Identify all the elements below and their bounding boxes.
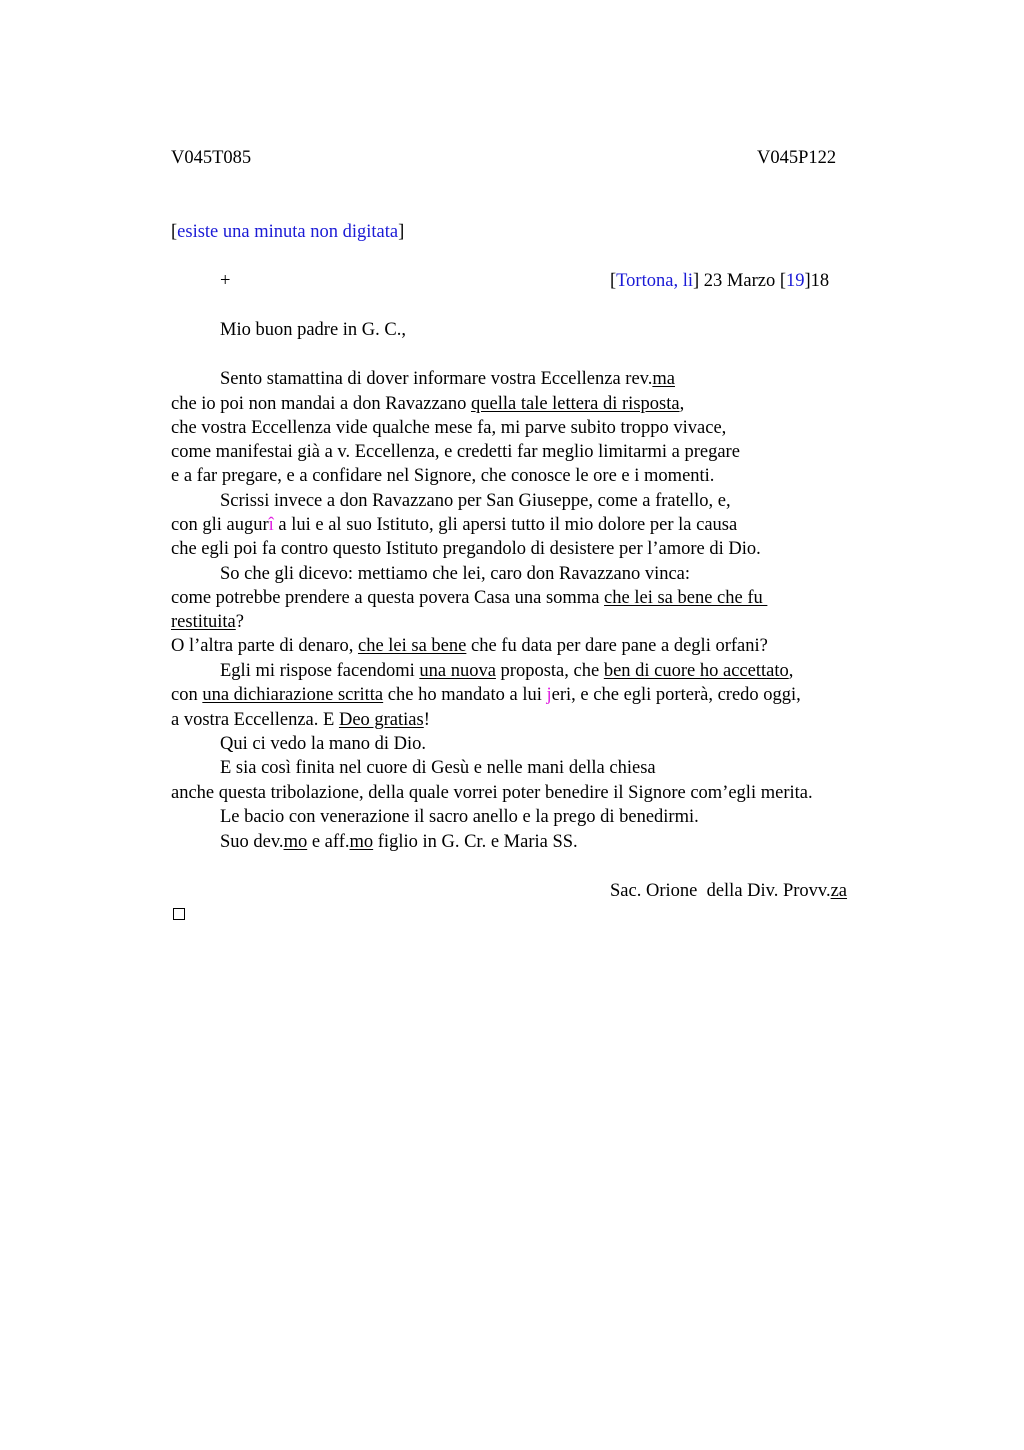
- body-line: Scrissi invece a don Ravazzano per San Giuseppe, come a fratello, e,: [220, 491, 731, 511]
- underlined-text: che lei sa bene che fu: [604, 588, 768, 608]
- editor-note-text: esiste una minuta non digitata: [177, 222, 399, 242]
- body-line: [171, 516, 737, 535]
- closing-line: [220, 833, 578, 852]
- text: ,: [788, 661, 794, 681]
- body-line: che vostra Eccellenza vide qualche mese fa, mi parve subito troppo vivace,: [171, 418, 727, 438]
- document-code-right: V045P122: [757, 148, 837, 168]
- text: con: [171, 685, 203, 705]
- text: che ho mandato a lui: [383, 685, 547, 705]
- text: Sento stamattina di dover informare vostra Eccellenza rev.: [220, 369, 653, 389]
- body-line: [171, 613, 244, 632]
- text: e aff.: [307, 832, 350, 852]
- text: proposta, che: [495, 661, 604, 681]
- dateline: [610, 272, 829, 291]
- text: O l’altra parte di denaro,: [171, 636, 358, 656]
- bracket: ]: [804, 271, 811, 291]
- bracket: [: [779, 271, 786, 291]
- body-line: [171, 686, 801, 705]
- text: !: [423, 710, 430, 730]
- text: come potrebbe prendere a questa povera Casa una somma: [171, 588, 605, 608]
- text: ,: [679, 394, 685, 414]
- text: a vostra Eccellenza. E: [171, 710, 339, 730]
- underlined-text: una nuova: [419, 661, 496, 681]
- body-line: e a far pregare, e a confidare nel Signore, che conosce le ore e i momenti.: [171, 466, 715, 486]
- text: ?: [235, 612, 244, 632]
- dateline-year-prefix: 19: [786, 271, 805, 291]
- text: con gli augur: [171, 515, 269, 535]
- body-line: [220, 370, 675, 389]
- document-code-left: V045T085: [171, 148, 252, 168]
- underlined-text: za: [830, 881, 848, 901]
- dateline-place: Tortona, li: [616, 271, 693, 291]
- end-box-icon: [173, 908, 185, 920]
- underlined-text: mo: [349, 832, 374, 852]
- underlined-text: ben di cuore ho accettato: [603, 661, 789, 681]
- signature: [610, 882, 847, 901]
- bracket-close: ]: [398, 222, 405, 242]
- body-line: come manifestai già a v. Eccellenza, e credetti far meglio limitarmi a pregare: [171, 442, 740, 462]
- body-line: [171, 711, 430, 730]
- text: figlio in G. Cr. e Maria SS.: [373, 832, 578, 852]
- salutation: Mio buon padre in G. C.,: [220, 320, 407, 340]
- dateline-date: 23 Marzo: [699, 271, 780, 291]
- underlined-text: mo: [283, 832, 308, 852]
- body-line: [171, 637, 768, 656]
- text: eri, e che egli porterà, credo oggi,: [551, 685, 801, 705]
- underlined-text: che lei sa bene: [357, 636, 467, 656]
- bracket: ]: [692, 271, 700, 291]
- underlined-text: una dichiarazione scritta: [202, 685, 384, 705]
- editor-note: [171, 223, 404, 242]
- correction-mark: î: [268, 515, 274, 535]
- underlined-text: ma: [652, 369, 675, 389]
- text: Suo dev.: [220, 832, 284, 852]
- body-line: E sia così finita nel cuore di Gesù e nelle mani della chiesa: [220, 758, 656, 778]
- bracket: [: [610, 271, 617, 291]
- text: a lui e al suo Istituto, gli apersi tutto il mio dolore per la causa: [273, 515, 738, 535]
- body-line: So che gli dicevo: mettiamo che lei, caro don Ravazzano vinca:: [220, 564, 691, 584]
- body-line: anche questa tribolazione, della quale vorrei poter benedire il Signore com’egli merita.: [171, 783, 813, 803]
- body-line: [171, 589, 767, 608]
- underlined-text: Deo gratias: [338, 710, 424, 730]
- text: che io poi non mandai a don Ravazzano: [171, 394, 472, 414]
- body-line: [171, 395, 684, 414]
- underlined-text: restituita: [171, 612, 236, 632]
- text: che fu data per dare pane a degli orfani?: [466, 636, 768, 656]
- body-line: che egli poi fa contro questo Istituto pregandolo di desistere per l’amore di Dio.: [171, 539, 761, 559]
- correction-mark: j: [546, 685, 552, 705]
- signature-text: Sac. Orione della Div. Provv.: [610, 881, 831, 901]
- underlined-text: quella tale lettera di risposta: [471, 394, 680, 414]
- body-line: Qui ci vedo la mano di Dio.: [220, 734, 427, 754]
- body-line: Le bacio con venerazione il sacro anello e la prego di benedirmi.: [220, 807, 699, 827]
- text: Egli mi rispose facendomi: [220, 661, 420, 681]
- bracket-open: [: [171, 222, 178, 242]
- dateline-year-suffix: 18: [810, 271, 830, 291]
- cross-mark: +: [220, 271, 231, 291]
- body-line: [220, 662, 793, 681]
